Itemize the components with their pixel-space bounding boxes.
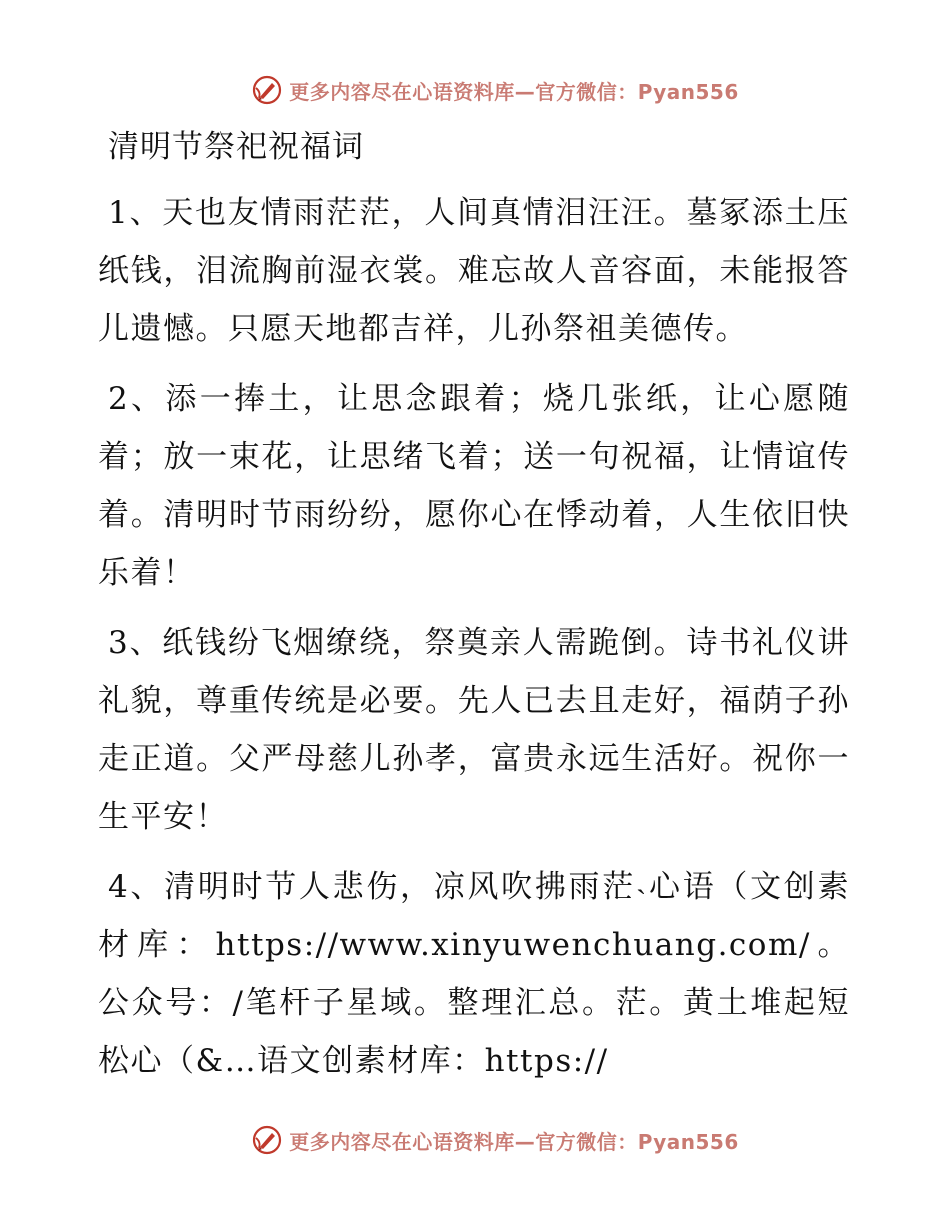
header-watermark-banner xyxy=(0,70,950,110)
footer-watermark-banner xyxy=(0,1120,950,1160)
document-title: 清明节祭祀祝福词 xyxy=(108,129,364,165)
paragraph-4: 4、清明时节人悲伤，凉风吹拂雨茫˴心语（文创素材库：https://www.xinyuwenchuang.com/。公众号：/笔杆子星域。整理汇总。茫。黄土堆起短松心（&…语文创素材库：https:// xyxy=(98,869,850,1079)
paragraph-1: 1、天也友情雨茫茫，人间真情泪汪汪。墓冢添土压纸钱，泪流胸前湿衣裳。难忘故人音容面，未能报答儿遗憾。只愿天地都吉祥，儿孙祭祖美德传。 xyxy=(98,195,850,347)
paragraph-2: 2、添一捧土，让思念跟着；烧几张纸，让心愿随着；放一束花，让思绪飞着；送一句祝福，让情谊传着。清明时节雨纷纷，愿你心在悸动着，人生依旧快乐着！ xyxy=(98,381,850,591)
document-body xyxy=(98,120,850,1102)
header-watermark-text: 更多内容尽在心语资料库—官方微信：Pyan556 xyxy=(289,79,739,104)
paragraph-3: 3、纸钱纷飞烟缭绕，祭奠亲人需跪倒。诗书礼仪讲礼貌，尊重传统是必要。先人已去且走好，福荫子孙走正道。父严母慈儿孙孝，富贵永远生活好。祝你一生平安！ xyxy=(98,625,850,835)
quill-pen-logo-icon xyxy=(251,74,283,106)
header-watermark xyxy=(251,74,739,106)
quill-pen-logo-icon xyxy=(251,1124,283,1156)
footer-watermark-text: 更多内容尽在心语资料库—官方微信：Pyan556 xyxy=(289,1129,739,1154)
footer-watermark xyxy=(251,1124,739,1156)
